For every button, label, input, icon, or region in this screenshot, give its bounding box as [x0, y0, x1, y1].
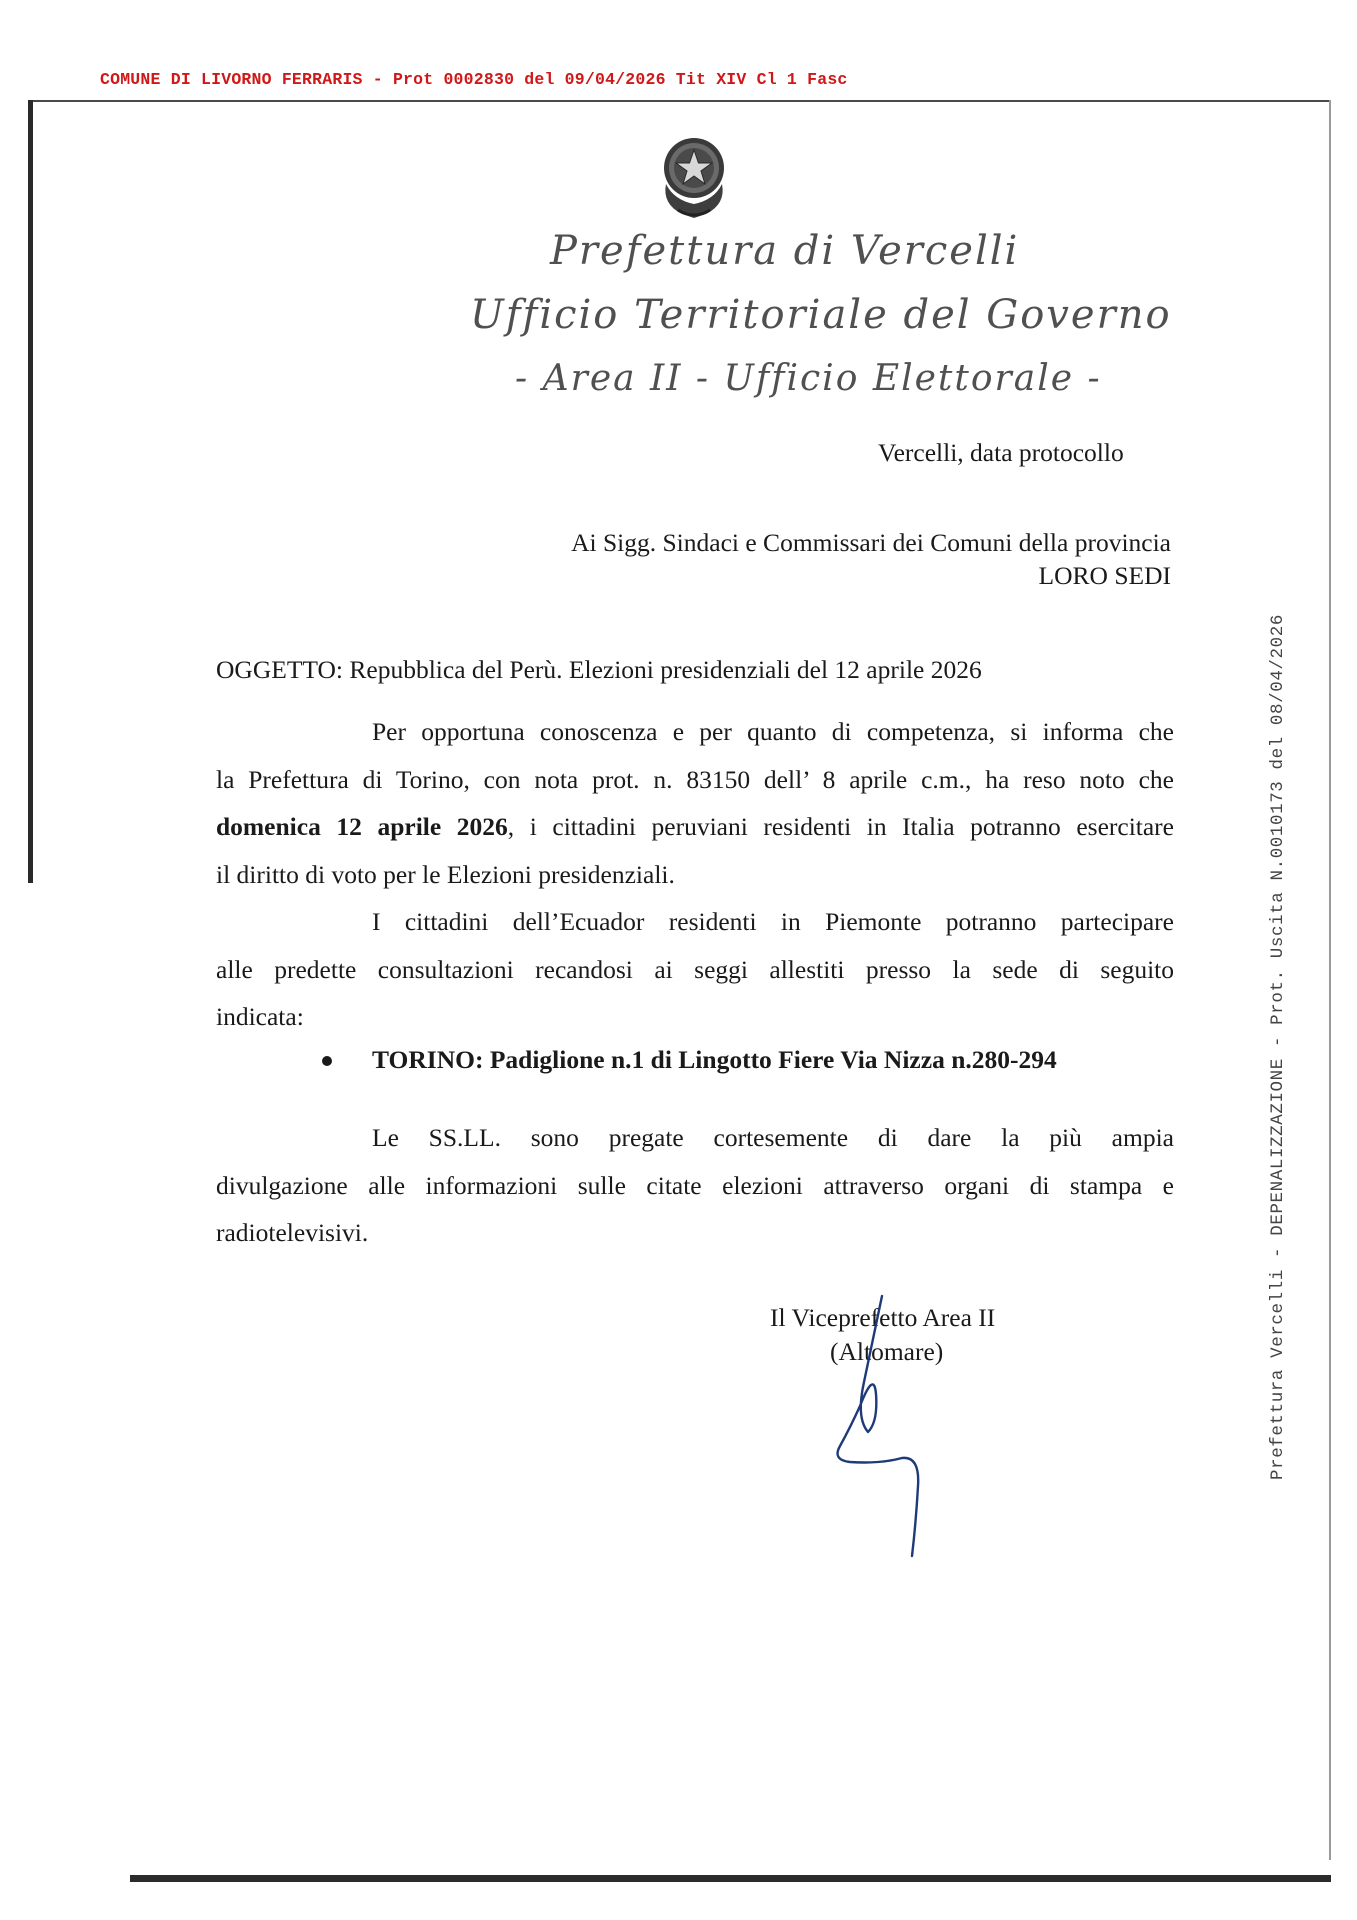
place-date: Vercelli, data protocollo: [878, 438, 1124, 467]
bottom-border-line: [130, 1875, 1331, 1882]
addressee-line: Ai Sigg. Sindaci e Commissari dei Comuni della provincia: [571, 528, 1171, 557]
signatory-name: (Altomare): [830, 1337, 944, 1366]
p2-line-2: alle predette consultazioni recandosi ai seggi allestiti presso la sede di seguito: [216, 954, 1174, 984]
protocol-stamp-top: COMUNE DI LIVORNO FERRARIS - Prot 0002830 del 09/04/2026 Tit XIV Cl 1 Fasc: [100, 70, 848, 89]
left-border-line: [28, 100, 33, 883]
polling-station-location: TORINO: Padiglione n.1 di Lingotto Fiere Via Nizza n.280-294: [372, 1045, 1057, 1074]
p3-line-1: Le SS.LL. sono pregate cortesemente di dare la più ampia: [372, 1123, 1174, 1152]
p3-line-3: radiotelevisivi.: [216, 1218, 369, 1247]
republic-emblem-icon: [652, 128, 736, 224]
signatory-title: Il Viceprefetto Area II: [770, 1303, 996, 1332]
bullet-dot-icon: [322, 1056, 332, 1066]
p1-line-1: Per opportuna conoscenza e per quanto di competenza, si informa che: [372, 717, 1174, 746]
protocol-stamp-side: Prefettura Vercelli - DEPENALIZZAZIONE - Prot. Uscita N.0010173 del 08/04/2026: [1268, 614, 1288, 1480]
body-paragraph-2: [216, 898, 1174, 1041]
addressee-loro-sedi: LORO SEDI: [1038, 561, 1171, 590]
p1-line-4: il diritto di voto per le Elezioni presidenziali.: [216, 859, 675, 889]
p2-line-1: I cittadini dell’Ecuador residenti in Piemonte potranno partecipare: [372, 907, 1174, 936]
right-border-line: [1329, 100, 1331, 1860]
header-ufficio-territoriale: Ufficio Territoriale del Governo: [470, 292, 1172, 338]
subject-line: OGGETTO: Repubblica del Perù. Elezioni presidenziali del 12 aprile 2026: [216, 655, 982, 684]
p1-line-3: [216, 803, 1174, 851]
p1-line-3-rest: , i cittadini peruviani residenti in Italia potranno esercitare: [507, 812, 1174, 841]
election-date-bold: domenica 12 aprile 2026: [216, 812, 508, 841]
p2-line-3: indicata:: [216, 1002, 304, 1031]
header-area-ufficio-elettorale: - Area II - Ufficio Elettorale -: [515, 358, 1102, 399]
p1-line-2: la Prefettura di Torino, con nota prot. n. 83150 dell’ 8 aprile c.m., ha reso noto che: [216, 764, 1174, 794]
body-paragraph-3: [216, 1114, 1174, 1257]
body-paragraph-1: [216, 708, 1174, 898]
p3-line-2: divulgazione alle informazioni sulle citate elezioni attraverso organi di stampa e: [216, 1170, 1174, 1200]
handwritten-signature: [820, 1290, 940, 1560]
header-prefettura: Prefettura di Vercelli: [550, 228, 1020, 274]
top-border-line: [32, 100, 1330, 102]
